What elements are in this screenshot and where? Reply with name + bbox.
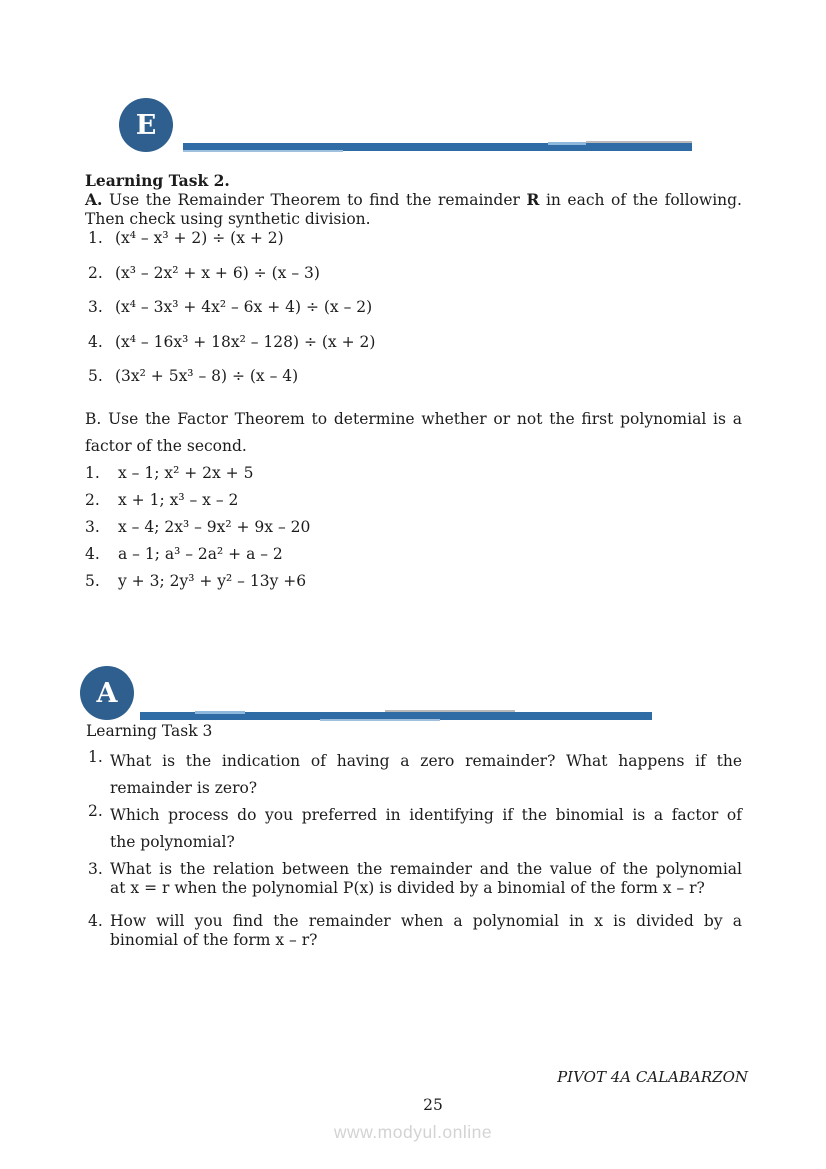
question-3-line2: at x = r when the polynomial P(x) is divided by a binomial of the form x – r?: [110, 879, 705, 897]
list-item-b4: [85, 541, 685, 568]
task2-part-a-label: A.: [85, 190, 103, 209]
bar-underline: [320, 719, 440, 721]
question-3: [88, 860, 742, 898]
task2-part-b-line2: factor of the second.: [85, 437, 247, 455]
list-item-b1: [85, 460, 685, 487]
list-item-a4-number: 4.: [88, 332, 103, 351]
list-item-b1-expression: x – 1; x² + 2x + 5: [118, 464, 254, 482]
task2-part-b-line1: B. Use the Factor Theorem to determine whether or not the first polynomial is a: [85, 410, 742, 428]
list-item-a5: [88, 367, 688, 386]
section-badge-e: [119, 98, 173, 152]
list-item-b3-number: 3.: [85, 518, 100, 536]
list-item-a3-expression: (x⁴ – 3x³ + 4x² – 6x + 4) ÷ (x – 2): [115, 298, 373, 316]
task2-part-b-instructions: [85, 406, 742, 460]
task2-part-a-bold-r: R: [526, 190, 540, 209]
section-divider-bar-e: [183, 143, 692, 151]
question-3-line1: What is the relation between the remainder and the value of the polynomial: [110, 860, 742, 878]
question-2-line2: the polynomial?: [110, 833, 235, 851]
list-item-b3-expression: x – 4; 2x³ – 9x² + 9x – 20: [118, 518, 311, 536]
question-1: [88, 748, 742, 802]
footer-publication-label: PIVOT 4A CALABARZON: [557, 1068, 748, 1086]
task3-title: Learning Task 3: [86, 722, 213, 740]
question-3-number: 3.: [88, 860, 103, 878]
list-item-b3: [85, 514, 685, 541]
question-2-text: [110, 802, 742, 856]
bar-highlight: [195, 711, 245, 714]
list-item-a1-expression: (x⁴ – x³ + 2) ÷ (x + 2): [115, 229, 284, 247]
question-4-text: [110, 912, 742, 950]
watermark-url: www.modyul.online: [333, 1122, 493, 1142]
list-item-b1-number: 1.: [85, 464, 100, 482]
list-item-a1-number: 1.: [88, 229, 103, 247]
bar-underline: [183, 150, 343, 152]
bar-highlight: [548, 142, 586, 145]
task2-part-a-line1: [85, 191, 742, 210]
question-4-number: 4.: [88, 912, 103, 930]
list-item-a3: [88, 298, 688, 317]
list-item-a5-expression: (3x² + 5x³ – 8) ÷ (x – 4): [115, 367, 299, 385]
list-item-b2-number: 2.: [85, 491, 100, 509]
question-4-line1: How will you find the remainder when a polynomial in x is divided by a: [110, 912, 742, 930]
list-item-a5-number: 5.: [88, 367, 103, 385]
task3-questions: [88, 748, 742, 950]
task2-part-a-text2: in each of the following.: [545, 191, 742, 209]
list-item-a2: [88, 264, 688, 283]
list-item-b5-expression: y + 3; 2y³ + y² – 13y +6: [118, 572, 307, 590]
question-1-text: [110, 748, 742, 802]
page-number: 25: [423, 1096, 443, 1114]
question-3-text: [110, 860, 742, 898]
list-item-a3-number: 3.: [88, 298, 103, 316]
list-item-b2-expression: x + 1; x³ – x – 2: [118, 491, 239, 509]
question-4-line2: binomial of the form x – r?: [110, 931, 318, 949]
list-item-a4-expression: (x⁴ – 16x³ + 18x² – 128) ÷ (x + 2): [115, 332, 376, 351]
task2-part-a-text1: Use the Remainder Theorem to find the remainder: [109, 191, 520, 209]
list-item-b4-expression: a – 1; a³ – 2a² + a – 2: [118, 545, 283, 563]
task2-title: Learning Task 2.: [85, 171, 230, 190]
section-badge-a: [80, 666, 134, 720]
list-item-a4: [88, 333, 688, 352]
question-2-line1: Which process do you preferred in identifying if the binomial is a factor of: [110, 806, 742, 824]
list-item-b5-number: 5.: [85, 572, 100, 590]
bar-shadow: [586, 141, 692, 143]
question-2-number: 2.: [88, 802, 103, 820]
list-item-a2-expression: (x³ – 2x² + x + 6) ÷ (x – 3): [115, 263, 320, 282]
section-divider-bar-a: [140, 712, 652, 720]
task2-part-a-line2: Then check using synthetic division.: [85, 209, 371, 228]
question-4: [88, 912, 742, 950]
list-item-b2: [85, 487, 685, 514]
section-badge-a-letter: A: [96, 677, 118, 709]
question-1-line1: What is the indication of having a zero remainder? What happens if the: [110, 752, 742, 770]
task2-part-a-instructions: [85, 191, 742, 228]
question-1-number: 1.: [88, 748, 103, 766]
question-1-line2: remainder is zero?: [110, 779, 258, 797]
question-2: [88, 802, 742, 856]
list-item-a1: [88, 229, 688, 248]
task2-list-b: [85, 460, 685, 595]
section-badge-e-letter: E: [135, 109, 157, 141]
list-item-b4-number: 4.: [85, 545, 100, 563]
bar-shadow: [385, 710, 515, 712]
list-item-a2-number: 2.: [88, 263, 103, 282]
list-item-b5: [85, 568, 685, 595]
task2-list-a: [88, 229, 688, 402]
